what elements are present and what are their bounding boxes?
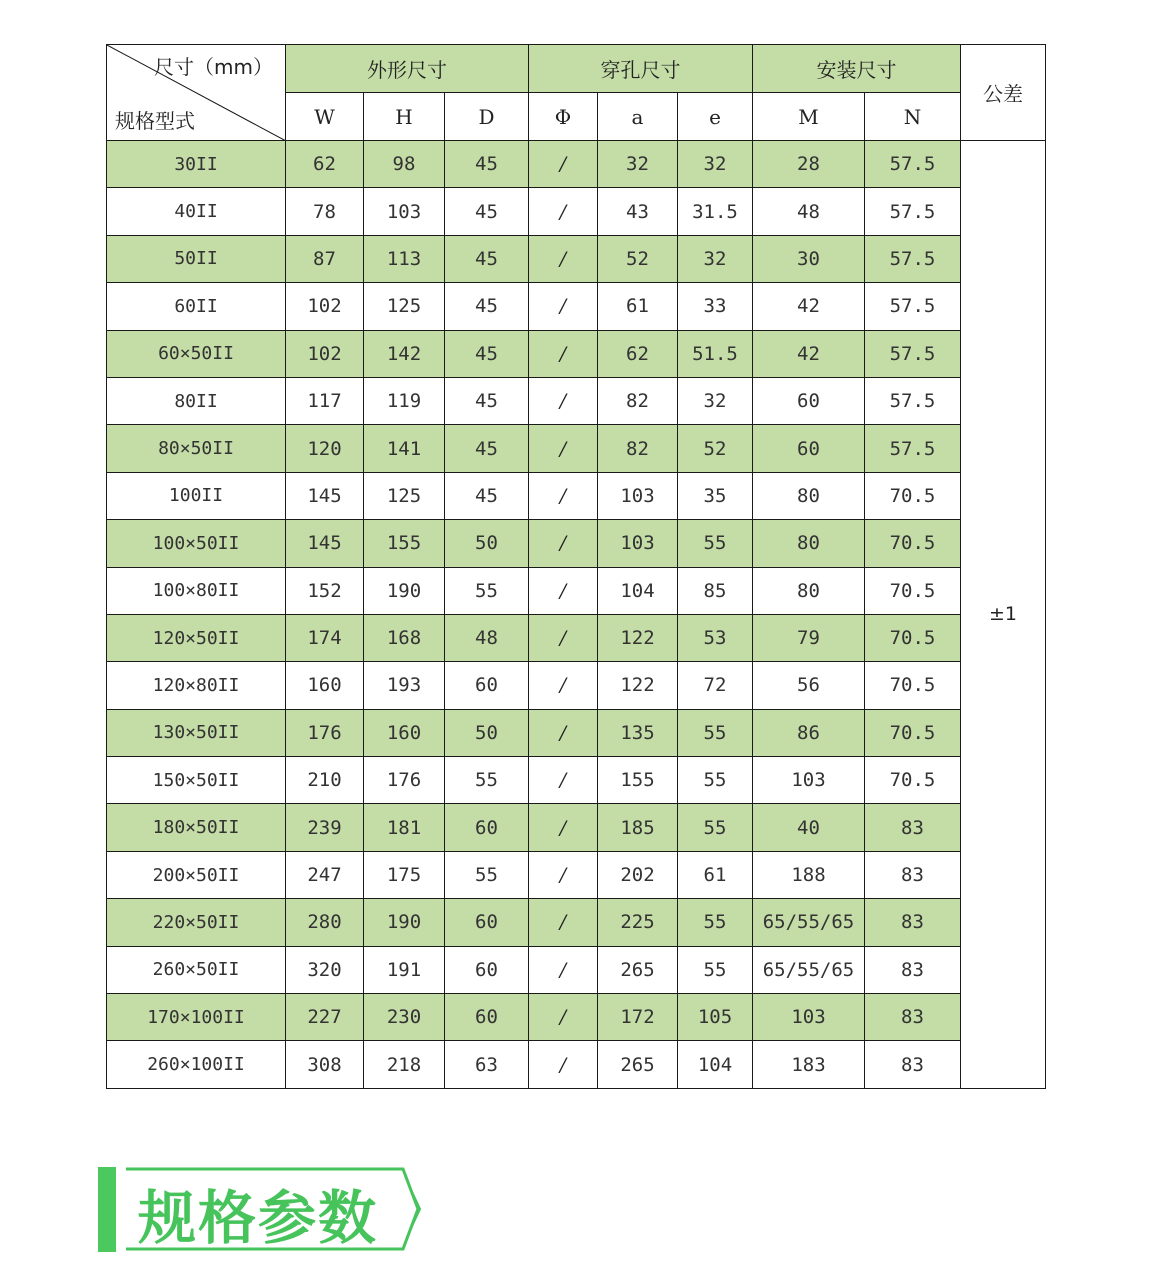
value-cell-h: 142: [364, 330, 445, 377]
table-row: [107, 377, 1046, 424]
table-row: [107, 709, 1046, 756]
value-cell-n: 70.5: [865, 472, 961, 519]
value-cell-d: 60: [445, 994, 529, 1041]
value-cell-a: 32: [598, 141, 678, 188]
group-header-outline: 外形尺寸: [286, 45, 529, 93]
value-cell-w: 145: [286, 520, 364, 567]
header-row-groups: [107, 45, 1046, 93]
model-cell: 120×50II: [107, 614, 286, 661]
value-cell-h: 125: [364, 472, 445, 519]
value-cell-d: 55: [445, 757, 529, 804]
value-cell-h: 119: [364, 377, 445, 424]
col-header-n: N: [865, 93, 961, 141]
value-cell-m: 56: [753, 662, 865, 709]
table-row: [107, 662, 1046, 709]
value-cell-n: 70.5: [865, 614, 961, 661]
value-cell-h: 160: [364, 709, 445, 756]
col-header-phi: Φ: [529, 93, 598, 141]
value-cell-d: 45: [445, 472, 529, 519]
value-cell-d: 45: [445, 425, 529, 472]
value-cell-m: 65/55/65: [753, 946, 865, 993]
value-cell-phi: /: [529, 899, 598, 946]
value-cell-d: 45: [445, 235, 529, 282]
value-cell-phi: /: [529, 330, 598, 377]
value-cell-a: 172: [598, 994, 678, 1041]
value-cell-n: 57.5: [865, 330, 961, 377]
table-row: [107, 614, 1046, 661]
value-cell-e: 55: [678, 804, 753, 851]
value-cell-e: 51.5: [678, 330, 753, 377]
table-row: [107, 425, 1046, 472]
model-cell: 60×50II: [107, 330, 286, 377]
spec-table: [106, 44, 1046, 1089]
value-cell-a: 135: [598, 709, 678, 756]
value-cell-n: 83: [865, 804, 961, 851]
value-cell-a: 122: [598, 662, 678, 709]
value-cell-e: 32: [678, 377, 753, 424]
value-cell-n: 57.5: [865, 377, 961, 424]
value-cell-w: 152: [286, 567, 364, 614]
value-cell-w: 174: [286, 614, 364, 661]
value-cell-m: 60: [753, 377, 865, 424]
value-cell-n: 83: [865, 851, 961, 898]
table-row: [107, 804, 1046, 851]
value-cell-n: 57.5: [865, 283, 961, 330]
value-cell-w: 239: [286, 804, 364, 851]
value-cell-m: 30: [753, 235, 865, 282]
model-cell: 100×80II: [107, 567, 286, 614]
table-row: [107, 899, 1046, 946]
model-cell: 100II: [107, 472, 286, 519]
col-header-a: a: [598, 93, 678, 141]
value-cell-w: 117: [286, 377, 364, 424]
value-cell-phi: /: [529, 141, 598, 188]
value-cell-phi: /: [529, 188, 598, 235]
value-cell-m: 80: [753, 567, 865, 614]
value-cell-d: 45: [445, 141, 529, 188]
value-cell-e: 72: [678, 662, 753, 709]
value-cell-phi: /: [529, 235, 598, 282]
value-cell-phi: /: [529, 283, 598, 330]
value-cell-phi: /: [529, 1041, 598, 1088]
table-row: [107, 472, 1046, 519]
value-cell-d: 55: [445, 567, 529, 614]
value-cell-m: 28: [753, 141, 865, 188]
value-cell-a: 52: [598, 235, 678, 282]
value-cell-h: 175: [364, 851, 445, 898]
value-cell-phi: /: [529, 377, 598, 424]
value-cell-h: 181: [364, 804, 445, 851]
value-cell-h: 113: [364, 235, 445, 282]
value-cell-e: 55: [678, 757, 753, 804]
table-row: [107, 757, 1046, 804]
value-cell-d: 50: [445, 709, 529, 756]
value-cell-e: 105: [678, 994, 753, 1041]
table-body: [107, 141, 1046, 1089]
value-cell-phi: /: [529, 851, 598, 898]
value-cell-n: 83: [865, 994, 961, 1041]
value-cell-phi: /: [529, 520, 598, 567]
value-cell-h: 141: [364, 425, 445, 472]
table-row: [107, 851, 1046, 898]
value-cell-d: 60: [445, 662, 529, 709]
model-cell: 260×50II: [107, 946, 286, 993]
value-cell-e: 32: [678, 235, 753, 282]
value-cell-d: 48: [445, 614, 529, 661]
table-row: [107, 330, 1046, 377]
value-cell-d: 45: [445, 283, 529, 330]
value-cell-a: 265: [598, 1041, 678, 1088]
model-cell: 200×50II: [107, 851, 286, 898]
model-cell: 260×100II: [107, 1041, 286, 1088]
table-row: [107, 1041, 1046, 1088]
value-cell-a: 82: [598, 425, 678, 472]
value-cell-phi: /: [529, 614, 598, 661]
value-cell-n: 70.5: [865, 662, 961, 709]
value-cell-m: 40: [753, 804, 865, 851]
value-cell-d: 50: [445, 520, 529, 567]
group-header-hole: 穿孔尺寸: [529, 45, 753, 93]
group-header-install: 安装尺寸: [753, 45, 961, 93]
value-cell-e: 61: [678, 851, 753, 898]
value-cell-e: 52: [678, 425, 753, 472]
value-cell-e: 53: [678, 614, 753, 661]
banner-accent-bar: [98, 1167, 116, 1252]
value-cell-a: 122: [598, 614, 678, 661]
value-cell-a: 82: [598, 377, 678, 424]
value-cell-h: 168: [364, 614, 445, 661]
value-cell-phi: /: [529, 709, 598, 756]
value-cell-n: 57.5: [865, 235, 961, 282]
value-cell-phi: /: [529, 425, 598, 472]
value-cell-n: 57.5: [865, 425, 961, 472]
model-cell: 120×80II: [107, 662, 286, 709]
value-cell-n: 57.5: [865, 141, 961, 188]
col-header-m: M: [753, 93, 865, 141]
value-cell-m: 42: [753, 330, 865, 377]
value-cell-w: 308: [286, 1041, 364, 1088]
model-cell: 30II: [107, 141, 286, 188]
value-cell-n: 70.5: [865, 567, 961, 614]
value-cell-phi: /: [529, 946, 598, 993]
model-cell: 40II: [107, 188, 286, 235]
corner-label-size: 尺寸（mm）: [154, 55, 273, 79]
value-cell-w: 210: [286, 757, 364, 804]
value-cell-d: 45: [445, 188, 529, 235]
value-cell-n: 70.5: [865, 520, 961, 567]
value-cell-d: 60: [445, 946, 529, 993]
value-cell-m: 65/55/65: [753, 899, 865, 946]
value-cell-d: 60: [445, 804, 529, 851]
value-cell-a: 104: [598, 567, 678, 614]
table-row: [107, 235, 1046, 282]
value-cell-a: 155: [598, 757, 678, 804]
corner-header-cell: [107, 45, 286, 141]
value-cell-e: 104: [678, 1041, 753, 1088]
value-cell-h: 193: [364, 662, 445, 709]
value-cell-n: 70.5: [865, 709, 961, 756]
model-cell: 220×50II: [107, 899, 286, 946]
value-cell-phi: /: [529, 757, 598, 804]
value-cell-a: 61: [598, 283, 678, 330]
table-row: [107, 567, 1046, 614]
value-cell-m: 60: [753, 425, 865, 472]
value-cell-d: 63: [445, 1041, 529, 1088]
model-cell: 130×50II: [107, 709, 286, 756]
value-cell-h: 125: [364, 283, 445, 330]
value-cell-m: 80: [753, 520, 865, 567]
value-cell-w: 102: [286, 330, 364, 377]
tolerance-header: 公差: [961, 45, 1046, 141]
value-cell-a: 202: [598, 851, 678, 898]
value-cell-n: 57.5: [865, 188, 961, 235]
value-cell-h: 103: [364, 188, 445, 235]
value-cell-w: 120: [286, 425, 364, 472]
value-cell-w: 160: [286, 662, 364, 709]
value-cell-n: 70.5: [865, 757, 961, 804]
value-cell-e: 85: [678, 567, 753, 614]
model-cell: 180×50II: [107, 804, 286, 851]
value-cell-e: 55: [678, 946, 753, 993]
value-cell-m: 183: [753, 1041, 865, 1088]
value-cell-h: 98: [364, 141, 445, 188]
value-cell-m: 103: [753, 994, 865, 1041]
table-row: [107, 188, 1046, 235]
value-cell-w: 227: [286, 994, 364, 1041]
value-cell-phi: /: [529, 662, 598, 709]
value-cell-e: 55: [678, 709, 753, 756]
value-cell-a: 103: [598, 472, 678, 519]
model-cell: 60II: [107, 283, 286, 330]
table-row: [107, 994, 1046, 1041]
value-cell-w: 176: [286, 709, 364, 756]
value-cell-h: 191: [364, 946, 445, 993]
value-cell-d: 45: [445, 330, 529, 377]
value-cell-e: 33: [678, 283, 753, 330]
table-row: [107, 520, 1046, 567]
model-cell: 80II: [107, 377, 286, 424]
value-cell-m: 188: [753, 851, 865, 898]
table-row: [107, 946, 1046, 993]
value-cell-h: 176: [364, 757, 445, 804]
value-cell-phi: /: [529, 994, 598, 1041]
value-cell-e: 35: [678, 472, 753, 519]
value-cell-m: 48: [753, 188, 865, 235]
col-header-h: H: [364, 93, 445, 141]
value-cell-a: 225: [598, 899, 678, 946]
model-cell: 150×50II: [107, 757, 286, 804]
value-cell-a: 103: [598, 520, 678, 567]
table-row: [107, 141, 1046, 188]
value-cell-w: 145: [286, 472, 364, 519]
value-cell-n: 83: [865, 899, 961, 946]
value-cell-e: 31.5: [678, 188, 753, 235]
value-cell-h: 190: [364, 899, 445, 946]
value-cell-d: 55: [445, 851, 529, 898]
value-cell-a: 43: [598, 188, 678, 235]
value-cell-a: 265: [598, 946, 678, 993]
model-cell: 170×100II: [107, 994, 286, 1041]
col-header-d: D: [445, 93, 529, 141]
value-cell-w: 62: [286, 141, 364, 188]
value-cell-a: 185: [598, 804, 678, 851]
table-row: [107, 283, 1046, 330]
value-cell-w: 102: [286, 283, 364, 330]
value-cell-w: 78: [286, 188, 364, 235]
model-cell: 80×50II: [107, 425, 286, 472]
value-cell-m: 79: [753, 614, 865, 661]
value-cell-a: 62: [598, 330, 678, 377]
model-cell: 50II: [107, 235, 286, 282]
value-cell-w: 247: [286, 851, 364, 898]
value-cell-e: 32: [678, 141, 753, 188]
value-cell-e: 55: [678, 899, 753, 946]
banner-title: 规格参数: [138, 1184, 379, 1252]
value-cell-e: 55: [678, 520, 753, 567]
value-cell-d: 60: [445, 899, 529, 946]
value-cell-m: 42: [753, 283, 865, 330]
col-header-e: e: [678, 93, 753, 141]
value-cell-w: 280: [286, 899, 364, 946]
value-cell-n: 83: [865, 1041, 961, 1088]
value-cell-h: 218: [364, 1041, 445, 1088]
value-cell-m: 103: [753, 757, 865, 804]
value-cell-m: 80: [753, 472, 865, 519]
value-cell-d: 45: [445, 377, 529, 424]
value-cell-phi: /: [529, 567, 598, 614]
value-cell-w: 320: [286, 946, 364, 993]
tolerance-value-cell: ±1: [961, 141, 1046, 1089]
corner-label-model: 规格型式: [115, 109, 195, 133]
value-cell-w: 87: [286, 235, 364, 282]
value-cell-n: 83: [865, 946, 961, 993]
value-cell-phi: /: [529, 472, 598, 519]
value-cell-h: 190: [364, 567, 445, 614]
value-cell-m: 86: [753, 709, 865, 756]
section-banner: [98, 1163, 428, 1255]
model-cell: 100×50II: [107, 520, 286, 567]
value-cell-h: 155: [364, 520, 445, 567]
value-cell-phi: /: [529, 804, 598, 851]
col-header-w: W: [286, 93, 364, 141]
value-cell-h: 230: [364, 994, 445, 1041]
